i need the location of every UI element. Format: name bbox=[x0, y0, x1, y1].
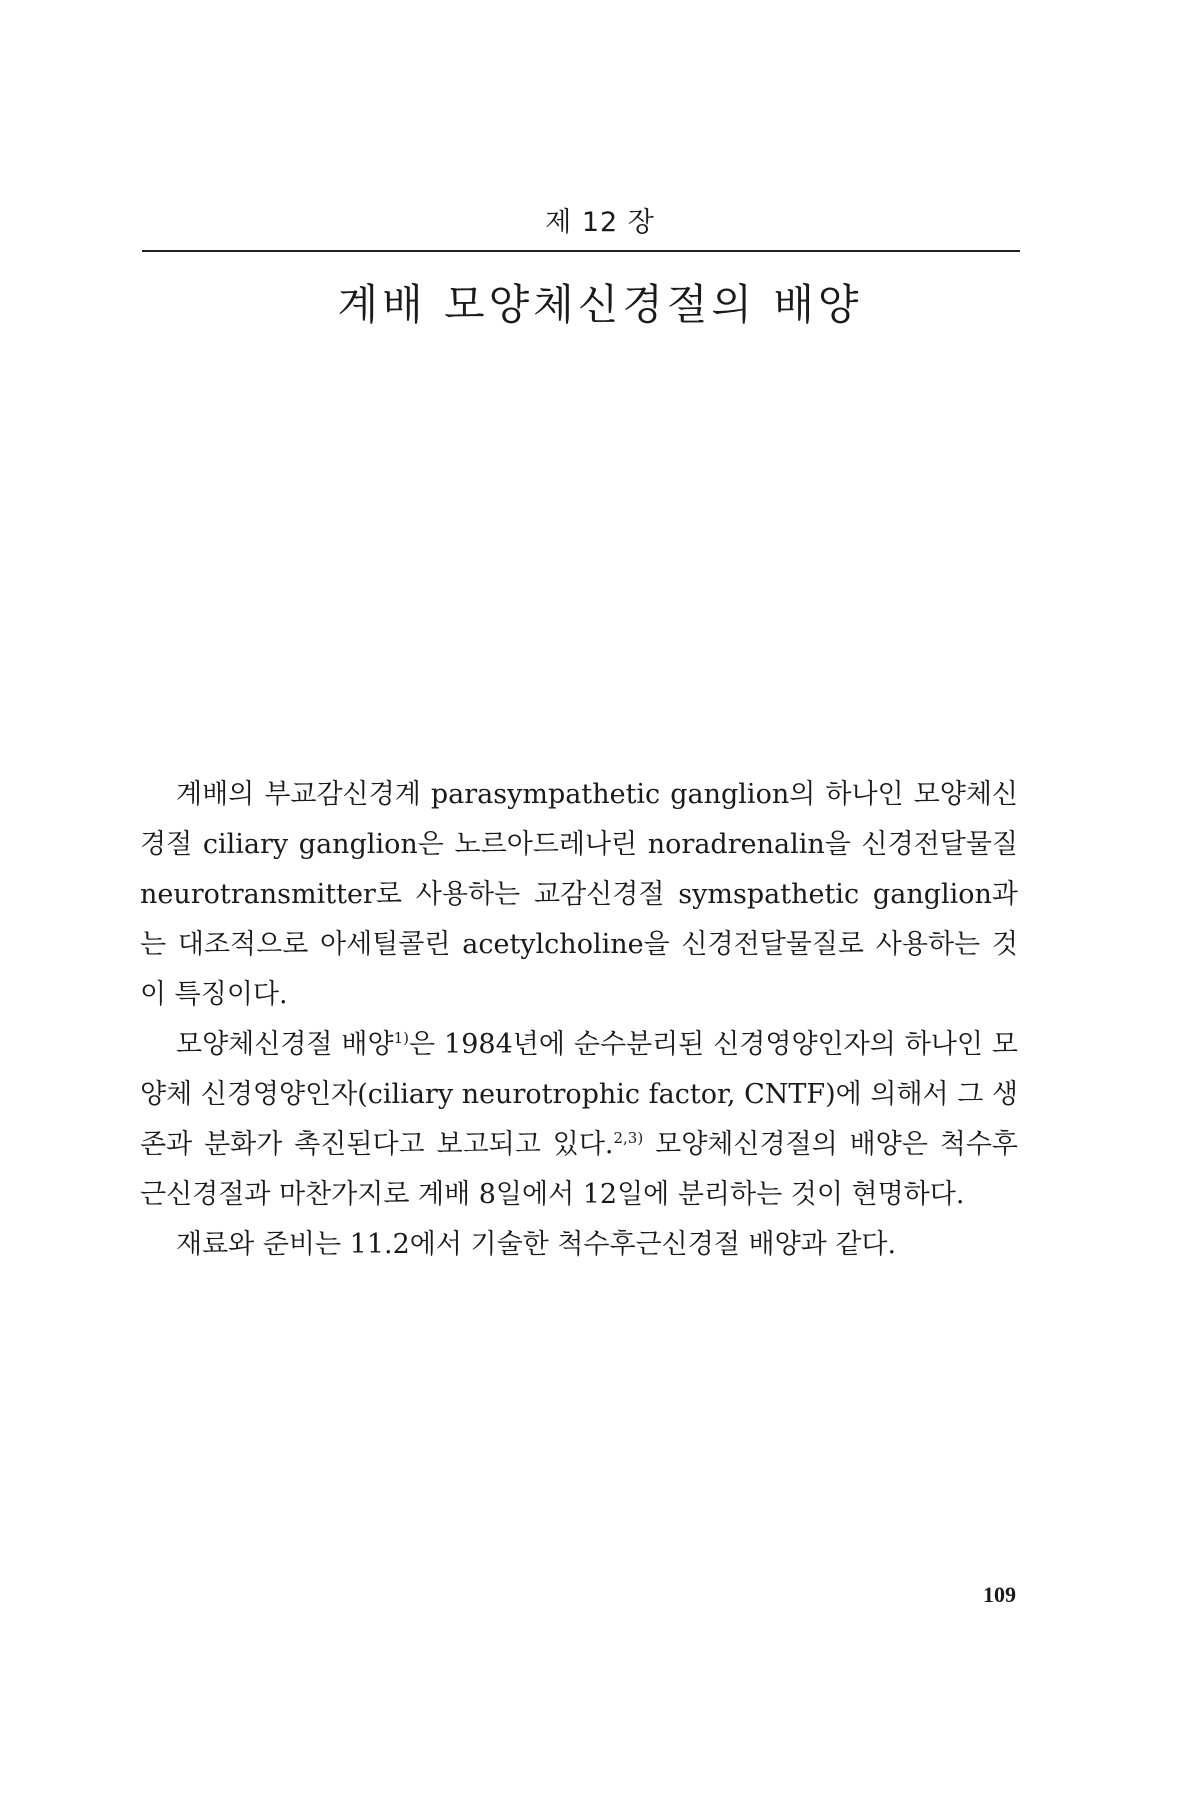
paragraph-2 bbox=[140, 1020, 1018, 1220]
chapter-title: 계배 모양체신경절의 배양 bbox=[337, 280, 863, 329]
reference-marker-2: 2,3) bbox=[613, 1129, 644, 1147]
page-number: 109 bbox=[983, 1582, 1016, 1607]
body-text bbox=[140, 770, 1018, 1270]
reference-marker-1: 1) bbox=[393, 1029, 410, 1047]
paragraph-3: 재료와 준비는 11.2에서 기술한 척수후근신경절 배양과 같다. bbox=[176, 1229, 897, 1260]
paragraph-2-part-a: 모양체신경절 배양 bbox=[176, 1029, 394, 1060]
header-rule bbox=[142, 250, 1020, 252]
paragraph-2-part-c: 모양체신경절의 배양은 척수후근신경절과 마찬가지로 계배 8일에서 12일에 분리하는 것이 현명하다. bbox=[140, 1129, 1018, 1210]
paragraph-2-part-b: 은 1984년에 순수분리된 신경영양인자의 하나인 모양체 신경영양인자(ciliary neurotrophic factor, CNTF)에 의해서 그 생존과 분화가 촉진된다고 보고되고 있다. bbox=[140, 1029, 1018, 1160]
paragraph-1: 계배의 부교감신경계 parasympathetic ganglion의 하나인 모양체신경절 ciliary ganglion은 노르아드레나린 noradrenalin을 신경전달물질 neurotransmitter로 사용하는 교감신경절 symspathetic ganglion과는 대조적으로 아세틸콜린 acetylcholine을 신경전달물질로 사용하는 것이 특징이다. bbox=[140, 779, 1018, 1010]
chapter-label: 제 12 장 bbox=[545, 207, 655, 238]
